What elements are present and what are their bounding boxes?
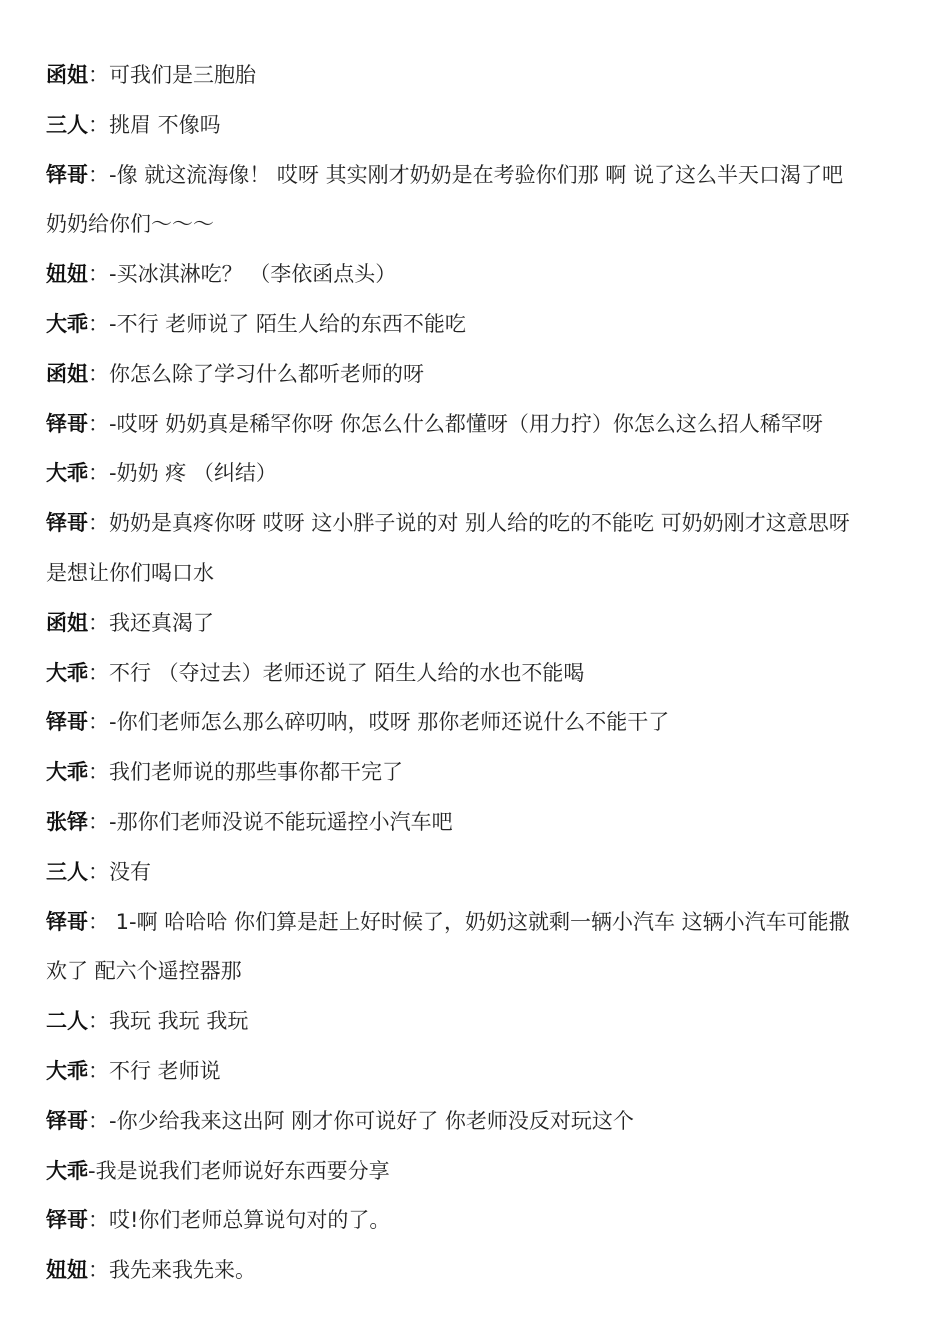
- speaker-name: 大乖: [46, 760, 88, 785]
- speaker-name: 铎哥: [46, 411, 88, 436]
- script-line: [46, 1047, 906, 1097]
- script-line: [46, 798, 906, 848]
- script-line: [46, 947, 906, 997]
- speaker-separator: ：: [88, 63, 109, 87]
- speaker-name: 大乖: [46, 1158, 88, 1183]
- speaker-separator: ：: [88, 1058, 109, 1083]
- dialogue-text: 我玩 我玩 我玩: [109, 1009, 249, 1034]
- script-line: [46, 1097, 906, 1147]
- speaker-name: 函姐: [46, 610, 88, 635]
- script-line: [46, 649, 906, 699]
- speaker-separator: ：: [88, 112, 109, 137]
- speaker-separator: ：: [88, 262, 109, 287]
- dialogue-text: 是想让你们喝口水: [46, 560, 214, 585]
- speaker-name: 铎哥: [46, 710, 88, 735]
- dialogue-text: -不行 老师说了 陌生人给的东西不能吃: [109, 311, 466, 336]
- script-page: [46, 51, 906, 1296]
- script-line: [46, 748, 906, 798]
- script-line: [46, 151, 906, 201]
- speaker-name: 大乖: [46, 461, 88, 486]
- script-line: [46, 449, 906, 499]
- dialogue-text: 我还真渴了: [109, 610, 214, 635]
- script-line: [46, 400, 906, 450]
- dialogue-text: 奶奶是真疼你呀 哎呀 这小胖子说的对 别人给的吃的不能吃 可奶奶刚才这意思呀: [109, 511, 850, 536]
- speaker-separator: ：: [88, 660, 109, 685]
- dialogue-text: -奶奶 疼 （纠结）: [109, 461, 277, 486]
- script-line: [46, 1246, 906, 1296]
- speaker-separator: ：: [88, 909, 109, 934]
- speaker-name: 三人: [46, 112, 88, 137]
- script-line: [46, 1147, 906, 1197]
- dialogue-text: 不行 老师说: [109, 1058, 221, 1083]
- script-line: [46, 250, 906, 300]
- speaker-name: 铎哥: [46, 1208, 88, 1233]
- speaker-separator: ：: [88, 361, 109, 386]
- speaker-separator: ：: [88, 760, 109, 785]
- script-line: [46, 549, 906, 599]
- speaker-name: 三人: [46, 859, 88, 884]
- dialogue-text: -像 就这流海像！ 哎呀 其实刚才奶奶是在考验你们那 啊 说了这么半天口渴了吧: [109, 162, 843, 187]
- script-line: [46, 698, 906, 748]
- speaker-name: 铎哥: [46, 162, 88, 187]
- dialogue-text: 哎!你们老师总算说句对的了。: [109, 1208, 391, 1233]
- speaker-separator: ：: [88, 1208, 109, 1233]
- speaker-name: 函姐: [46, 361, 88, 386]
- speaker-name: 二人: [46, 1009, 88, 1034]
- dialogue-text: 不行 （夺过去）老师还说了 陌生人给的水也不能喝: [109, 660, 585, 685]
- speaker-separator: ：: [88, 511, 109, 536]
- script-line: [46, 599, 906, 649]
- dialogue-text: 欢了 配六个遥控器那: [46, 959, 242, 984]
- script-line: [46, 997, 906, 1047]
- dialogue-text: 你怎么除了学习什么都听老师的呀: [109, 361, 424, 386]
- script-line: [46, 499, 906, 549]
- dialogue-text: -买冰淇淋吃？ （李依函点头）: [109, 262, 397, 287]
- dialogue-text: -我是说我们老师说好东西要分享: [88, 1158, 390, 1183]
- dialogue-text: 奶奶给你们～～～: [46, 212, 214, 237]
- script-line: [46, 101, 906, 151]
- speaker-separator: ：: [88, 311, 109, 336]
- speaker-separator: ：: [88, 1258, 109, 1283]
- speaker-name: 妞妞: [46, 1258, 88, 1283]
- speaker-name: 张铎: [46, 809, 88, 834]
- speaker-name: 大乖: [46, 660, 88, 685]
- dialogue-text: 我先来我先来。: [109, 1258, 256, 1283]
- script-line: [46, 898, 906, 948]
- speaker-separator: ：: [88, 710, 109, 735]
- speaker-separator: ：: [88, 1108, 109, 1133]
- speaker-separator: ：: [88, 1009, 109, 1034]
- speaker-separator: ：: [88, 610, 109, 635]
- speaker-separator: ：: [88, 461, 109, 486]
- script-line: [46, 848, 906, 898]
- speaker-name: 铎哥: [46, 909, 88, 934]
- speaker-name: 妞妞: [46, 262, 88, 287]
- speaker-name: 铎哥: [46, 1108, 88, 1133]
- dialogue-text: 没有: [109, 859, 151, 884]
- speaker-name: 铎哥: [46, 511, 88, 536]
- speaker-name: 大乖: [46, 1058, 88, 1083]
- dialogue-text: 可我们是三胞胎: [109, 63, 256, 87]
- dialogue-text: -你们老师怎么那么碎叨呐，哎呀 那你老师还说什么不能干了: [109, 710, 670, 735]
- script-line: [46, 200, 906, 250]
- speaker-name: 函姐: [46, 63, 88, 87]
- speaker-separator: ：: [88, 809, 109, 834]
- dialogue-text: -那你们老师没说不能玩遥控小汽车吧: [109, 809, 453, 834]
- dialogue-text: 我们老师说的那些事你都干完了: [109, 760, 403, 785]
- dialogue-text: -哎呀 奶奶真是稀罕你呀 你怎么什么都懂呀（用力拧）你怎么这么招人稀罕呀: [109, 411, 823, 436]
- dialogue-text: 挑眉 不像吗: [109, 112, 221, 137]
- script-line: [46, 350, 906, 400]
- script-line: [46, 51, 906, 101]
- speaker-separator: ：: [88, 411, 109, 436]
- dialogue-text: 1-啊 哈哈哈 你们算是赶上好时候了，奶奶这就剩一辆小汽车 这辆小汽车可能撒: [109, 909, 850, 934]
- speaker-separator: ：: [88, 859, 109, 884]
- script-line: [46, 1196, 906, 1246]
- speaker-separator: ：: [88, 162, 109, 187]
- script-line: [46, 300, 906, 350]
- dialogue-text: -你少给我来这出阿 刚才你可说好了 你老师没反对玩这个: [109, 1108, 634, 1133]
- speaker-name: 大乖: [46, 311, 88, 336]
